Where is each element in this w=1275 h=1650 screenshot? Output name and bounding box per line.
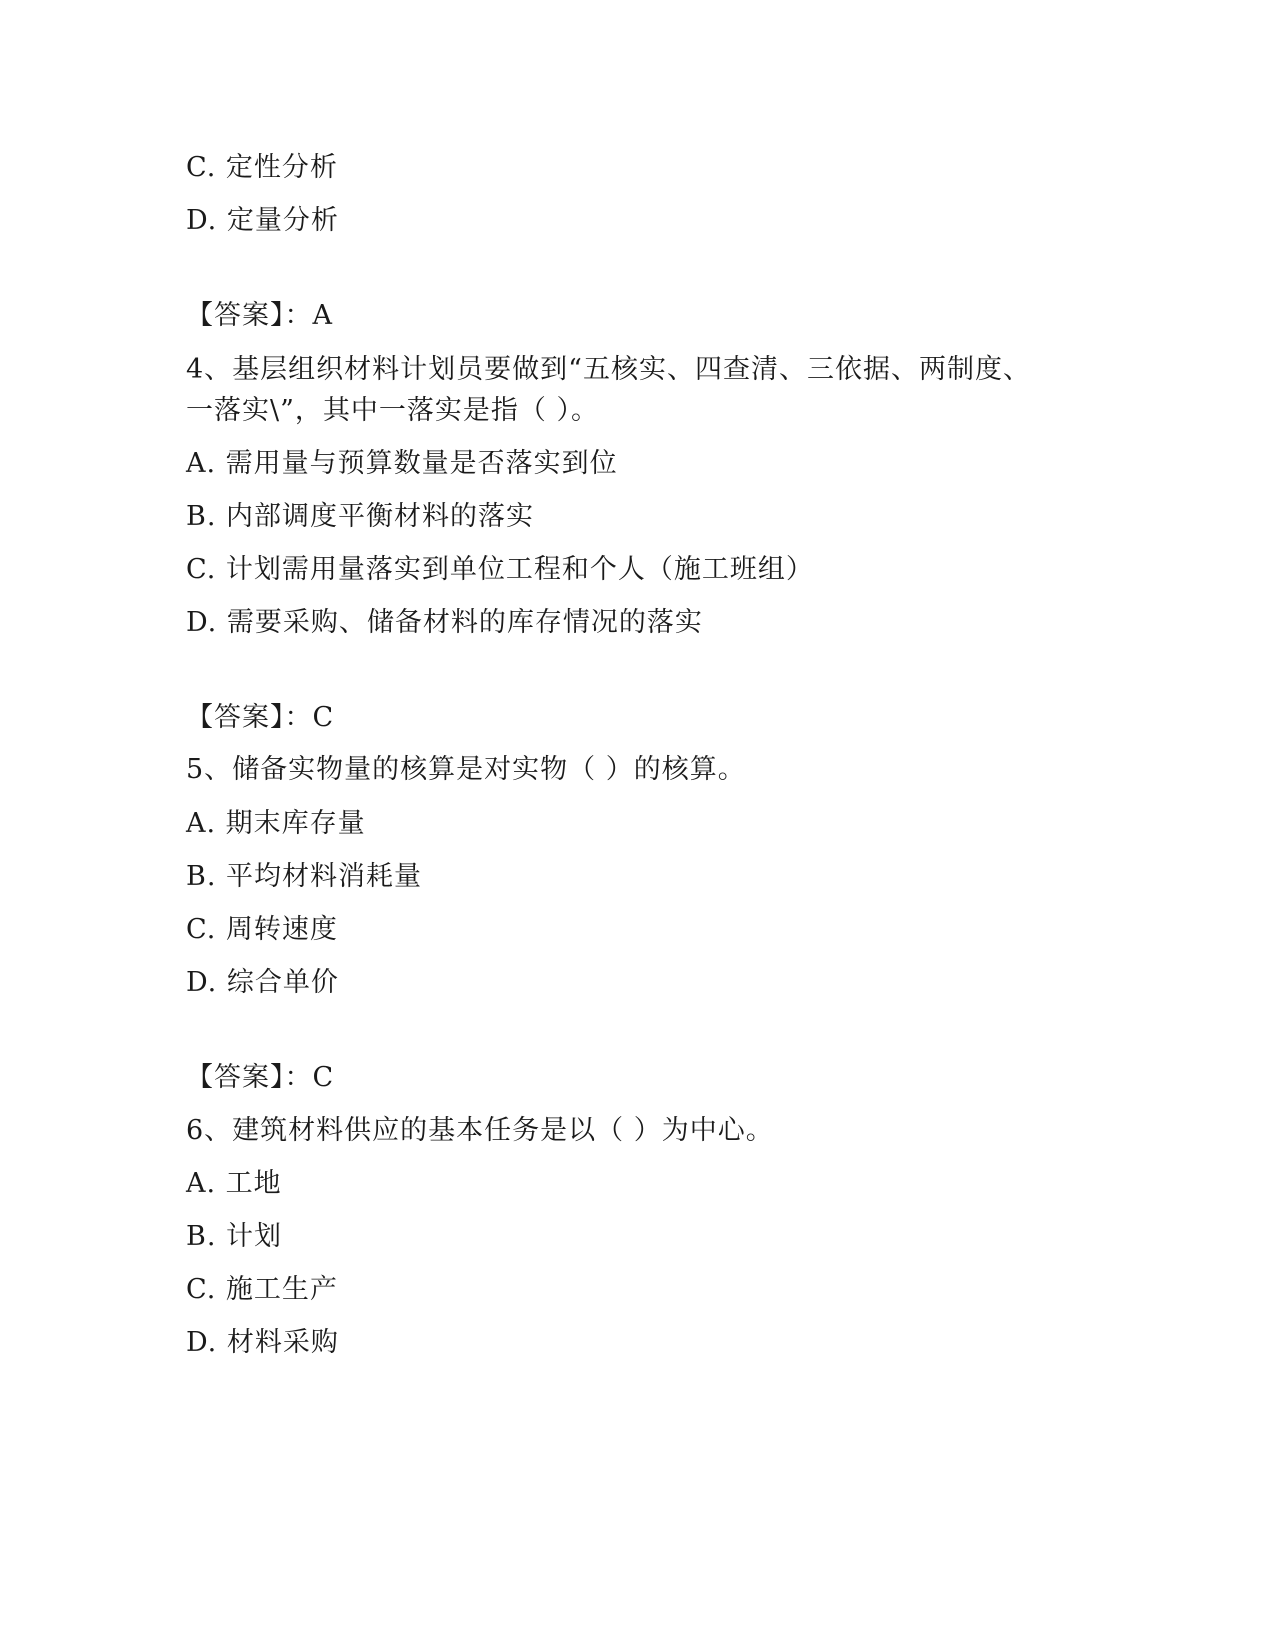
q4-option-a: A. 需用量与预算数量是否落实到位 xyxy=(186,448,618,479)
q6-option-c: C. 施工生产 xyxy=(186,1274,338,1305)
q3-option-c: C. 定性分析 xyxy=(186,152,338,183)
q6-option-d: D. 材料采购 xyxy=(186,1327,339,1358)
q4-stem-line2: 一落实\”，其中一落实是指（ ）。 xyxy=(186,395,599,426)
q5-option-d: D. 综合单价 xyxy=(186,967,339,998)
q3-answer: 【答案】：A xyxy=(186,300,333,331)
q6-option-a: A. 工地 xyxy=(186,1168,282,1199)
q5-option-a: A. 期末库存量 xyxy=(186,808,366,839)
q4-option-b: B. 内部调度平衡材料的落实 xyxy=(186,501,535,532)
q3-option-d: D. 定量分析 xyxy=(186,205,339,236)
q5-stem: 5、储备实物量的核算是对实物（ ）的核算。 xyxy=(186,754,746,785)
q4-stem-line1: 4、基层组织材料计划员要做到“五核实、四查清、三依据、两制度、 xyxy=(186,354,1031,385)
q4-option-d: D. 需要采购、储备材料的库存情况的落实 xyxy=(186,607,703,638)
q6-option-b: B. 计划 xyxy=(186,1221,283,1252)
q4-answer: 【答案】：C xyxy=(186,702,335,733)
q5-option-b: B. 平均材料消耗量 xyxy=(186,861,423,892)
q5-answer: 【答案】：C xyxy=(186,1062,335,1093)
q4-option-c: C. 计划需用量落实到单位工程和个人（施工班组） xyxy=(186,554,814,585)
q6-stem: 6、建筑材料供应的基本任务是以（ ）为中心。 xyxy=(186,1115,774,1146)
q5-option-c: C. 周转速度 xyxy=(186,914,338,945)
